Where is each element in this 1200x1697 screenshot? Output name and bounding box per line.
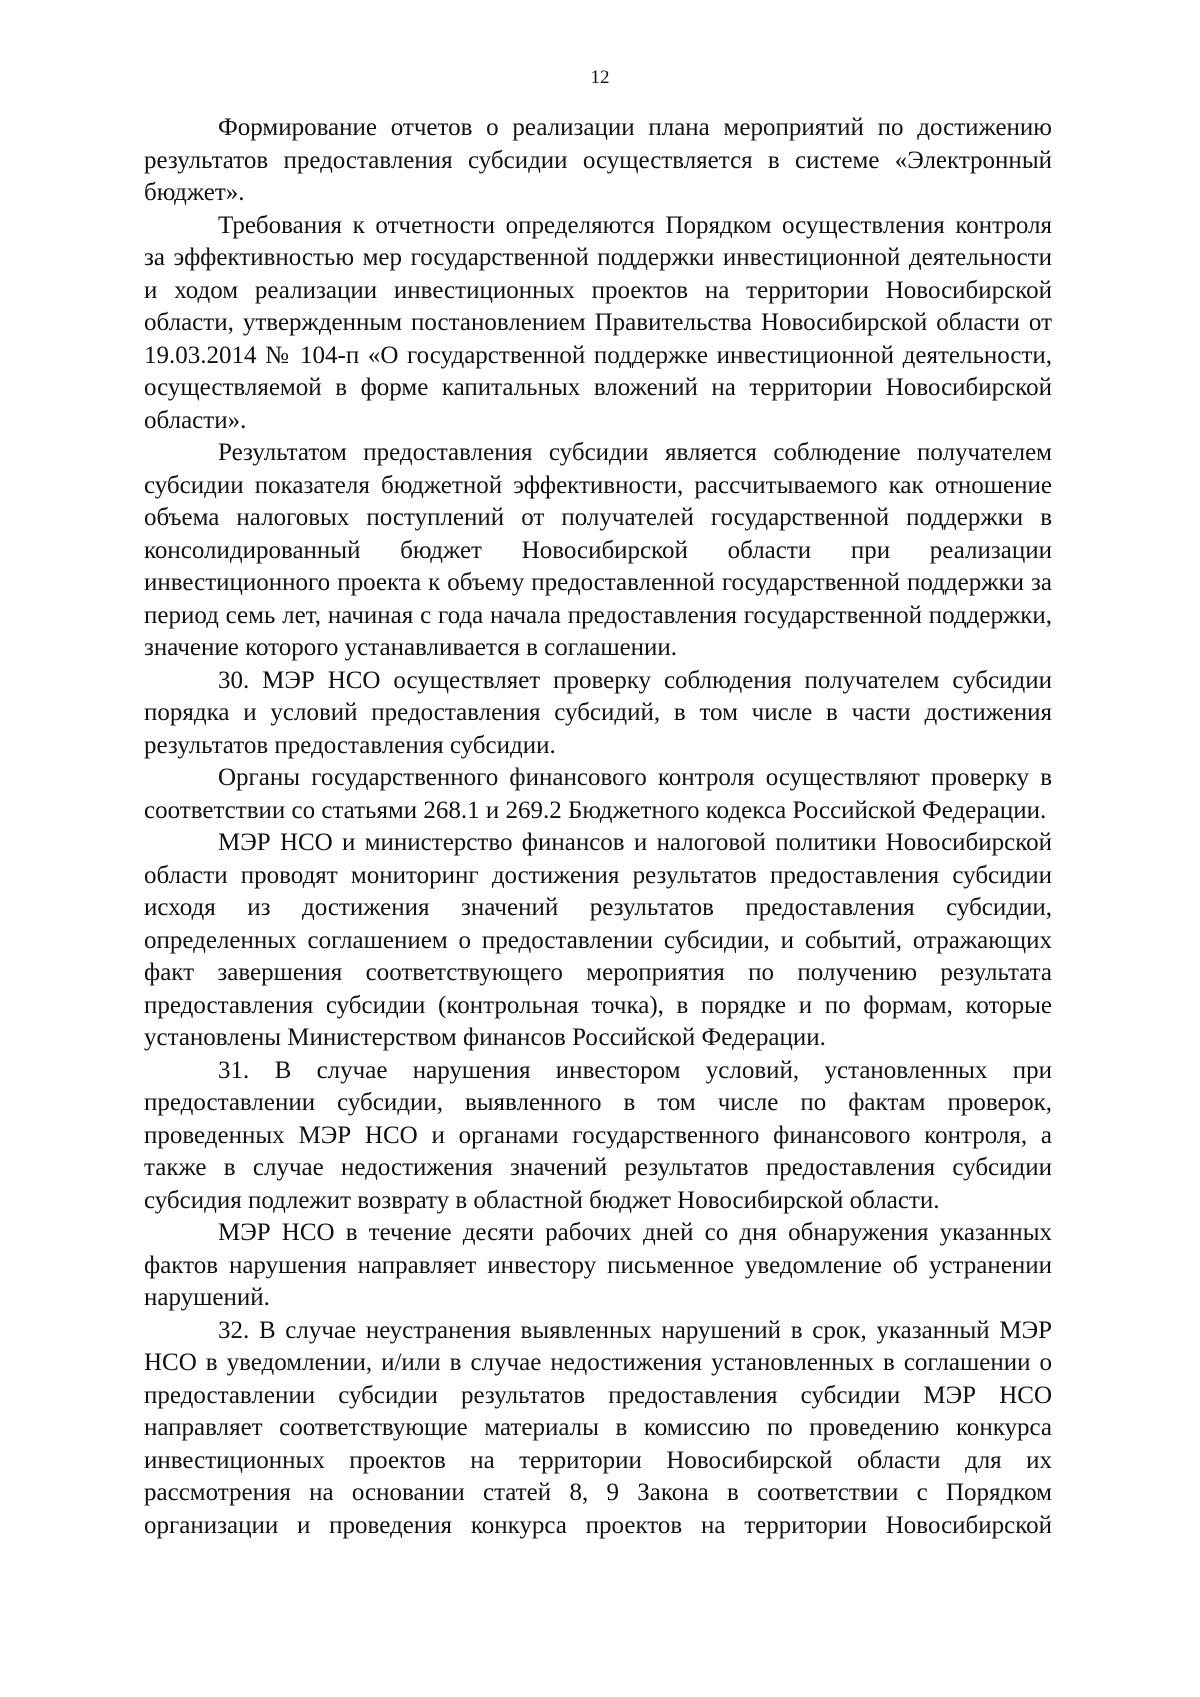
paragraph-report-formation: Формирование отчетов о реализации плана мероприятий по достижению результатов предоставления субсидии осуществляется в системе «Электронный бюджет». <box>144 114 1052 206</box>
paragraph-item-32: 32. В случае неустранения выявленных нарушений в срок, указанный МЭР НСО в уведомлении, и/или в случае недостижения установленных в соглашении о предоставлении субсидии результатов предоставления субсидии МЭР НСО направляет соответствующие материалы в комиссию по проведению конкурса инвестиционных проектов на территории Новосибирской области для их рассмотрения на основании статей 8, 9 Закона в соответствии с Порядком организации и проведения конкурса проектов на территории Новосибирской <box>144 1316 1052 1539</box>
paragraph-reporting-requirements: Требования к отчетности определяются Порядком осуществления контроля за эффективностью мер государственной поддержки инвестиционной деятельности и ходом реализации инвестиционных проектов на территории Новосибирской области, утвержденным постановлением Правительства Новосибирской области от 19.03.2014 № 104-п «О государственной поддержке инвестиционной деятельности, осуществляемой в форме капитальных вложений на территории Новосибирской области». <box>144 211 1052 434</box>
paragraph-subsidy-result: Результатом предоставления субсидии является соблюдение получателем субсидии показателя бюджетной эффективности, рассчитываемого как отношение объема налоговых поступлений от получателей государственной поддержки в консолидированный бюджет Новосибирской области при реализации инвестиционного проекта к объему предоставленной государственной поддержки за период семь лет, начиная с года начала предоставления государственной поддержки, значение которого устанавливается в соглашении. <box>144 439 1052 661</box>
paragraph-financial-control: Органы государственного финансового контроля осуществляют проверку в соответствии со статьями 268.1 и 269.2 Бюджетного кодекса Российской Федерации. <box>144 764 1052 824</box>
paragraph-item-31: 31. В случае нарушения инвестором условий, установленных при предоставлении субсидии, выявленного в том числе по фактам проверок, проведенных МЭР НСО и органами государственного финансового контроля, а также в случае недостижения значений результатов предоставления субсидии субсидия подлежит возврату в областной бюджет Новосибирской области. <box>144 1056 1052 1214</box>
paragraph-monitoring: МЭР НСО и министерство финансов и налоговой политики Новосибирской области проводят мониторинг достижения результатов предоставления субсидии исходя из достижения значений результатов предоставления субсидии, определенных соглашением о предоставлении субсидии, и событий, отражающих факт завершения соответствующего мероприятия по получению результата предоставления субсидии (контрольная точка), в порядке и по формам, которые установлены Министерством финансов Российской Федерации. <box>144 829 1052 1051</box>
document-body <box>144 112 1052 1542</box>
page-number: 12 <box>590 67 610 88</box>
paragraph-violation-notice: МЭР НСО в течение десяти рабочих дней со дня обнаружения указанных фактов нарушения направляет инвестору письменное уведомление об устранении нарушений. <box>144 1219 1052 1311</box>
paragraph-item-30: 30. МЭР НСО осуществляет проверку соблюдения получателем субсидии порядка и условий предоставления субсидий, в том числе в части достижения результатов предоставления субсидии. <box>144 666 1052 759</box>
